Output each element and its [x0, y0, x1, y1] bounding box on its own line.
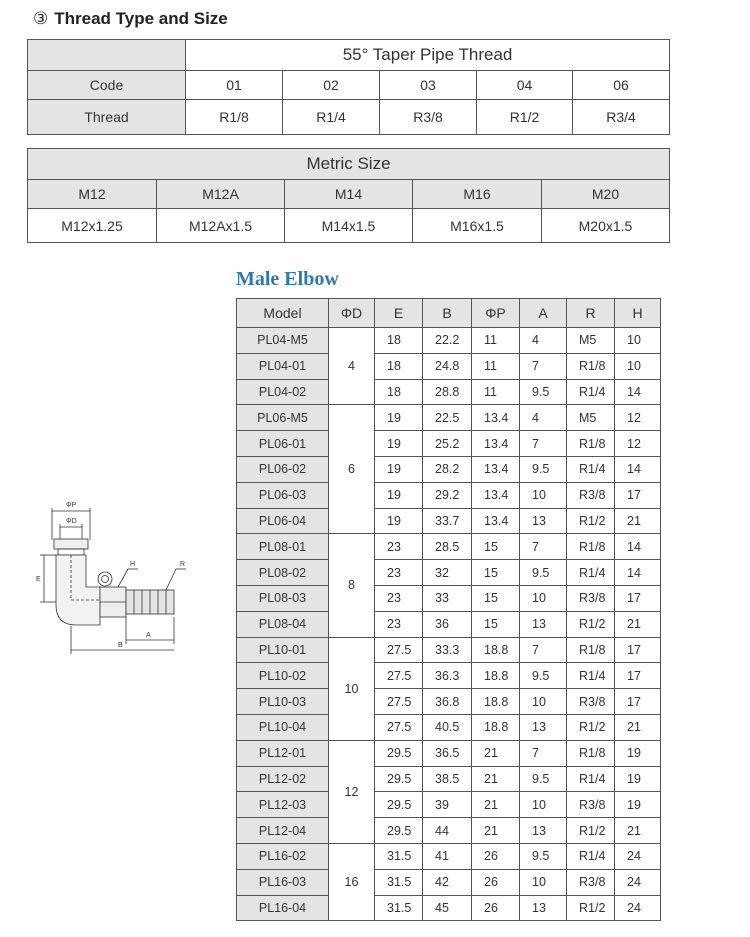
- value-cell: 18.8: [472, 714, 520, 740]
- model-cell: PL04-02: [237, 379, 329, 405]
- value-cell: 31.5: [375, 895, 423, 921]
- metric-size-table: [27, 148, 670, 243]
- value-cell: 33.7: [423, 508, 472, 534]
- section-title: [33, 9, 228, 29]
- value-cell: 13: [520, 714, 567, 740]
- code-label: Code: [28, 71, 186, 100]
- value-cell: R1/2: [567, 895, 615, 921]
- value-cell: R1/2: [567, 611, 615, 637]
- value-cell: 11: [472, 328, 520, 354]
- metric-thread-cell: M12x1.25: [28, 209, 157, 243]
- value-cell: 9.5: [520, 843, 567, 869]
- value-cell: 13.4: [472, 456, 520, 482]
- value-cell: 21: [472, 740, 520, 766]
- value-cell: 29.2: [423, 482, 472, 508]
- value-cell: 14: [615, 379, 661, 405]
- value-cell: 24.8: [423, 353, 472, 379]
- section-number: ③: [33, 9, 49, 28]
- value-cell: 41: [423, 843, 472, 869]
- metric-thread-cell: M14x1.5: [285, 209, 413, 243]
- value-cell: 29.5: [375, 792, 423, 818]
- code-cell: 04: [477, 71, 573, 100]
- value-cell: 10: [520, 869, 567, 895]
- model-cell: PL06-M5: [237, 405, 329, 431]
- value-cell: 9.5: [520, 456, 567, 482]
- value-cell: R3/8: [567, 869, 615, 895]
- table-row: [237, 534, 661, 560]
- value-cell: R1/4: [567, 766, 615, 792]
- value-cell: 18: [375, 379, 423, 405]
- value-cell: 26: [472, 895, 520, 921]
- elbow-column-header: A: [520, 299, 567, 328]
- value-cell: 27.5: [375, 689, 423, 715]
- metric-size-cell: M14: [285, 180, 413, 209]
- value-cell: 10: [520, 689, 567, 715]
- value-cell: 19: [615, 792, 661, 818]
- value-cell: 7: [520, 534, 567, 560]
- value-cell: R3/8: [567, 585, 615, 611]
- value-cell: 7: [520, 431, 567, 457]
- value-cell: R3/8: [567, 689, 615, 715]
- value-cell: 23: [375, 534, 423, 560]
- table-row: [237, 740, 661, 766]
- value-cell: 23: [375, 611, 423, 637]
- taper-thread-table: [27, 39, 670, 135]
- diagram-label-phi-d: ΦD: [66, 518, 77, 525]
- diameter-cell: 12: [329, 740, 375, 843]
- value-cell: 21: [615, 818, 661, 844]
- table-row: [237, 689, 661, 715]
- value-cell: 23: [375, 585, 423, 611]
- elbow-column-header: ΦP: [472, 299, 520, 328]
- value-cell: 24: [615, 895, 661, 921]
- value-cell: 27.5: [375, 663, 423, 689]
- table-row: [237, 895, 661, 921]
- value-cell: 21: [472, 766, 520, 792]
- value-cell: 7: [520, 637, 567, 663]
- diagram-label-b: B: [118, 642, 123, 649]
- value-cell: R1/4: [567, 843, 615, 869]
- value-cell: 4: [520, 328, 567, 354]
- code-cell: 01: [186, 71, 283, 100]
- value-cell: 28.5: [423, 534, 472, 560]
- value-cell: 22.5: [423, 405, 472, 431]
- elbow-column-header: ΦD: [329, 299, 375, 328]
- value-cell: 10: [615, 353, 661, 379]
- value-cell: 26: [472, 843, 520, 869]
- table-row: [237, 637, 661, 663]
- model-cell: PL12-01: [237, 740, 329, 766]
- value-cell: 17: [615, 585, 661, 611]
- value-cell: 21: [615, 611, 661, 637]
- model-cell: PL10-02: [237, 663, 329, 689]
- value-cell: 28.2: [423, 456, 472, 482]
- value-cell: 19: [615, 740, 661, 766]
- table-row: [237, 560, 661, 586]
- table-row: [237, 379, 661, 405]
- value-cell: 18.8: [472, 663, 520, 689]
- value-cell: 13: [520, 818, 567, 844]
- value-cell: 13.4: [472, 482, 520, 508]
- value-cell: 29.5: [375, 740, 423, 766]
- table-row: [237, 405, 661, 431]
- value-cell: 21: [472, 792, 520, 818]
- value-cell: R1/2: [567, 818, 615, 844]
- value-cell: 18.8: [472, 637, 520, 663]
- value-cell: 9.5: [520, 379, 567, 405]
- value-cell: 25.2: [423, 431, 472, 457]
- value-cell: R1/8: [567, 740, 615, 766]
- value-cell: R1/8: [567, 353, 615, 379]
- value-cell: 27.5: [375, 714, 423, 740]
- value-cell: 45: [423, 895, 472, 921]
- value-cell: 13: [520, 508, 567, 534]
- elbow-column-header: E: [375, 299, 423, 328]
- male-elbow-diagram: [30, 495, 200, 665]
- model-cell: PL04-01: [237, 353, 329, 379]
- diagram-label-phi-p: ΦP: [66, 502, 77, 509]
- thread-cell: R1/8: [186, 100, 283, 135]
- value-cell: 19: [375, 482, 423, 508]
- diameter-cell: 16: [329, 843, 375, 920]
- value-cell: 10: [520, 792, 567, 818]
- model-cell: PL08-04: [237, 611, 329, 637]
- model-cell: PL08-03: [237, 585, 329, 611]
- value-cell: 38.5: [423, 766, 472, 792]
- value-cell: 42: [423, 869, 472, 895]
- elbow-header-row: [237, 299, 661, 328]
- metric-size-cell: M12: [28, 180, 157, 209]
- value-cell: 7: [520, 353, 567, 379]
- value-cell: 17: [615, 482, 661, 508]
- value-cell: R1/4: [567, 560, 615, 586]
- diameter-cell: 10: [329, 637, 375, 740]
- value-cell: 14: [615, 456, 661, 482]
- value-cell: 44: [423, 818, 472, 844]
- value-cell: 9.5: [520, 560, 567, 586]
- value-cell: 10: [615, 328, 661, 354]
- table-row: [237, 611, 661, 637]
- value-cell: R1/8: [567, 431, 615, 457]
- diagram-label-a: A: [146, 632, 151, 639]
- value-cell: 18: [375, 353, 423, 379]
- value-cell: 11: [472, 353, 520, 379]
- metric-size-cell: M12A: [157, 180, 285, 209]
- model-cell: PL10-04: [237, 714, 329, 740]
- value-cell: 10: [520, 585, 567, 611]
- code-cell: 06: [573, 71, 670, 100]
- value-cell: 17: [615, 663, 661, 689]
- taper-header: 55° Taper Pipe Thread: [186, 40, 670, 71]
- model-cell: PL06-03: [237, 482, 329, 508]
- metric-thread-cell: M20x1.5: [542, 209, 670, 243]
- thread-cell: R3/8: [380, 100, 477, 135]
- value-cell: 31.5: [375, 869, 423, 895]
- value-cell: 26: [472, 869, 520, 895]
- table-row: [237, 431, 661, 457]
- value-cell: R1/8: [567, 534, 615, 560]
- value-cell: 15: [472, 611, 520, 637]
- elbow-column-header: R: [567, 299, 615, 328]
- section-title-text: Thread Type and Size: [54, 9, 228, 28]
- table-row: [237, 456, 661, 482]
- value-cell: 36: [423, 611, 472, 637]
- value-cell: 18: [375, 328, 423, 354]
- value-cell: 33: [423, 585, 472, 611]
- model-cell: PL06-02: [237, 456, 329, 482]
- value-cell: 36.8: [423, 689, 472, 715]
- value-cell: 32: [423, 560, 472, 586]
- value-cell: 29.5: [375, 766, 423, 792]
- diagram-label-r: R: [180, 561, 186, 568]
- value-cell: R1/2: [567, 714, 615, 740]
- value-cell: 22.2: [423, 328, 472, 354]
- metric-size-cell: M20: [542, 180, 670, 209]
- value-cell: R1/4: [567, 379, 615, 405]
- model-cell: PL16-04: [237, 895, 329, 921]
- value-cell: 12: [615, 431, 661, 457]
- value-cell: 19: [375, 508, 423, 534]
- value-cell: R3/8: [567, 482, 615, 508]
- metric-thread-cell: M12Ax1.5: [157, 209, 285, 243]
- value-cell: 4: [520, 405, 567, 431]
- code-cell: 03: [380, 71, 477, 100]
- value-cell: 13.4: [472, 431, 520, 457]
- value-cell: R1/4: [567, 456, 615, 482]
- value-cell: 13: [520, 895, 567, 921]
- value-cell: 19: [375, 405, 423, 431]
- model-cell: PL04-M5: [237, 328, 329, 354]
- value-cell: M5: [567, 328, 615, 354]
- value-cell: 14: [615, 560, 661, 586]
- value-cell: 36.3: [423, 663, 472, 689]
- value-cell: 19: [375, 456, 423, 482]
- table-row: [237, 328, 661, 354]
- value-cell: 13.4: [472, 405, 520, 431]
- value-cell: R1/2: [567, 508, 615, 534]
- value-cell: 13: [520, 611, 567, 637]
- diameter-cell: 6: [329, 405, 375, 534]
- metric-size-cell: M16: [413, 180, 542, 209]
- table-row: [237, 792, 661, 818]
- table-row: [237, 585, 661, 611]
- value-cell: 7: [520, 740, 567, 766]
- value-cell: M5: [567, 405, 615, 431]
- diameter-cell: 8: [329, 534, 375, 637]
- value-cell: 39: [423, 792, 472, 818]
- elbow-column-header: H: [615, 299, 661, 328]
- table-row: [237, 869, 661, 895]
- thread-cell: R1/2: [477, 100, 573, 135]
- model-cell: PL16-03: [237, 869, 329, 895]
- model-cell: PL12-04: [237, 818, 329, 844]
- value-cell: 36.5: [423, 740, 472, 766]
- model-cell: PL08-02: [237, 560, 329, 586]
- value-cell: 21: [472, 818, 520, 844]
- model-cell: PL12-03: [237, 792, 329, 818]
- code-cell: 02: [283, 71, 380, 100]
- diagram-label-e: E: [36, 576, 41, 583]
- value-cell: 31.5: [375, 843, 423, 869]
- table-row: [237, 818, 661, 844]
- thread-cell: R1/4: [283, 100, 380, 135]
- value-cell: 15: [472, 534, 520, 560]
- table-row: [237, 508, 661, 534]
- elbow-column-header: B: [423, 299, 472, 328]
- value-cell: 33.3: [423, 637, 472, 663]
- value-cell: 19: [375, 431, 423, 457]
- value-cell: 15: [472, 560, 520, 586]
- value-cell: R1/4: [567, 663, 615, 689]
- model-cell: PL12-02: [237, 766, 329, 792]
- diameter-cell: 4: [329, 328, 375, 405]
- value-cell: 21: [615, 714, 661, 740]
- thread-cell: R3/4: [573, 100, 670, 135]
- value-cell: 27.5: [375, 637, 423, 663]
- thread-label: Thread: [28, 100, 186, 135]
- value-cell: 9.5: [520, 663, 567, 689]
- value-cell: 23: [375, 560, 423, 586]
- table-row: [237, 766, 661, 792]
- value-cell: R1/8: [567, 637, 615, 663]
- value-cell: 11: [472, 379, 520, 405]
- elbow-column-header: Model: [237, 299, 329, 328]
- value-cell: 14: [615, 534, 661, 560]
- metric-header: Metric Size: [28, 149, 670, 180]
- value-cell: 17: [615, 689, 661, 715]
- value-cell: 18.8: [472, 689, 520, 715]
- value-cell: 29.5: [375, 818, 423, 844]
- value-cell: 15: [472, 585, 520, 611]
- table-row: [237, 714, 661, 740]
- value-cell: 13.4: [472, 508, 520, 534]
- model-cell: PL16-02: [237, 843, 329, 869]
- model-cell: PL10-03: [237, 689, 329, 715]
- male-elbow-table: [236, 298, 661, 921]
- taper-corner-cell: [28, 40, 186, 71]
- model-cell: PL06-01: [237, 431, 329, 457]
- male-elbow-title: Male Elbow: [236, 268, 339, 290]
- table-row: [237, 482, 661, 508]
- value-cell: 19: [615, 766, 661, 792]
- metric-thread-cell: M16x1.5: [413, 209, 542, 243]
- model-cell: PL08-01: [237, 534, 329, 560]
- value-cell: 9.5: [520, 766, 567, 792]
- value-cell: 28.8: [423, 379, 472, 405]
- value-cell: 17: [615, 637, 661, 663]
- value-cell: 12: [615, 405, 661, 431]
- table-row: [237, 353, 661, 379]
- model-cell: PL06-04: [237, 508, 329, 534]
- model-cell: PL10-01: [237, 637, 329, 663]
- value-cell: 24: [615, 869, 661, 895]
- value-cell: 24: [615, 843, 661, 869]
- table-row: [237, 843, 661, 869]
- value-cell: 21: [615, 508, 661, 534]
- value-cell: R3/8: [567, 792, 615, 818]
- value-cell: 10: [520, 482, 567, 508]
- diagram-label-h: H: [130, 561, 136, 568]
- value-cell: 40.5: [423, 714, 472, 740]
- table-row: [237, 663, 661, 689]
